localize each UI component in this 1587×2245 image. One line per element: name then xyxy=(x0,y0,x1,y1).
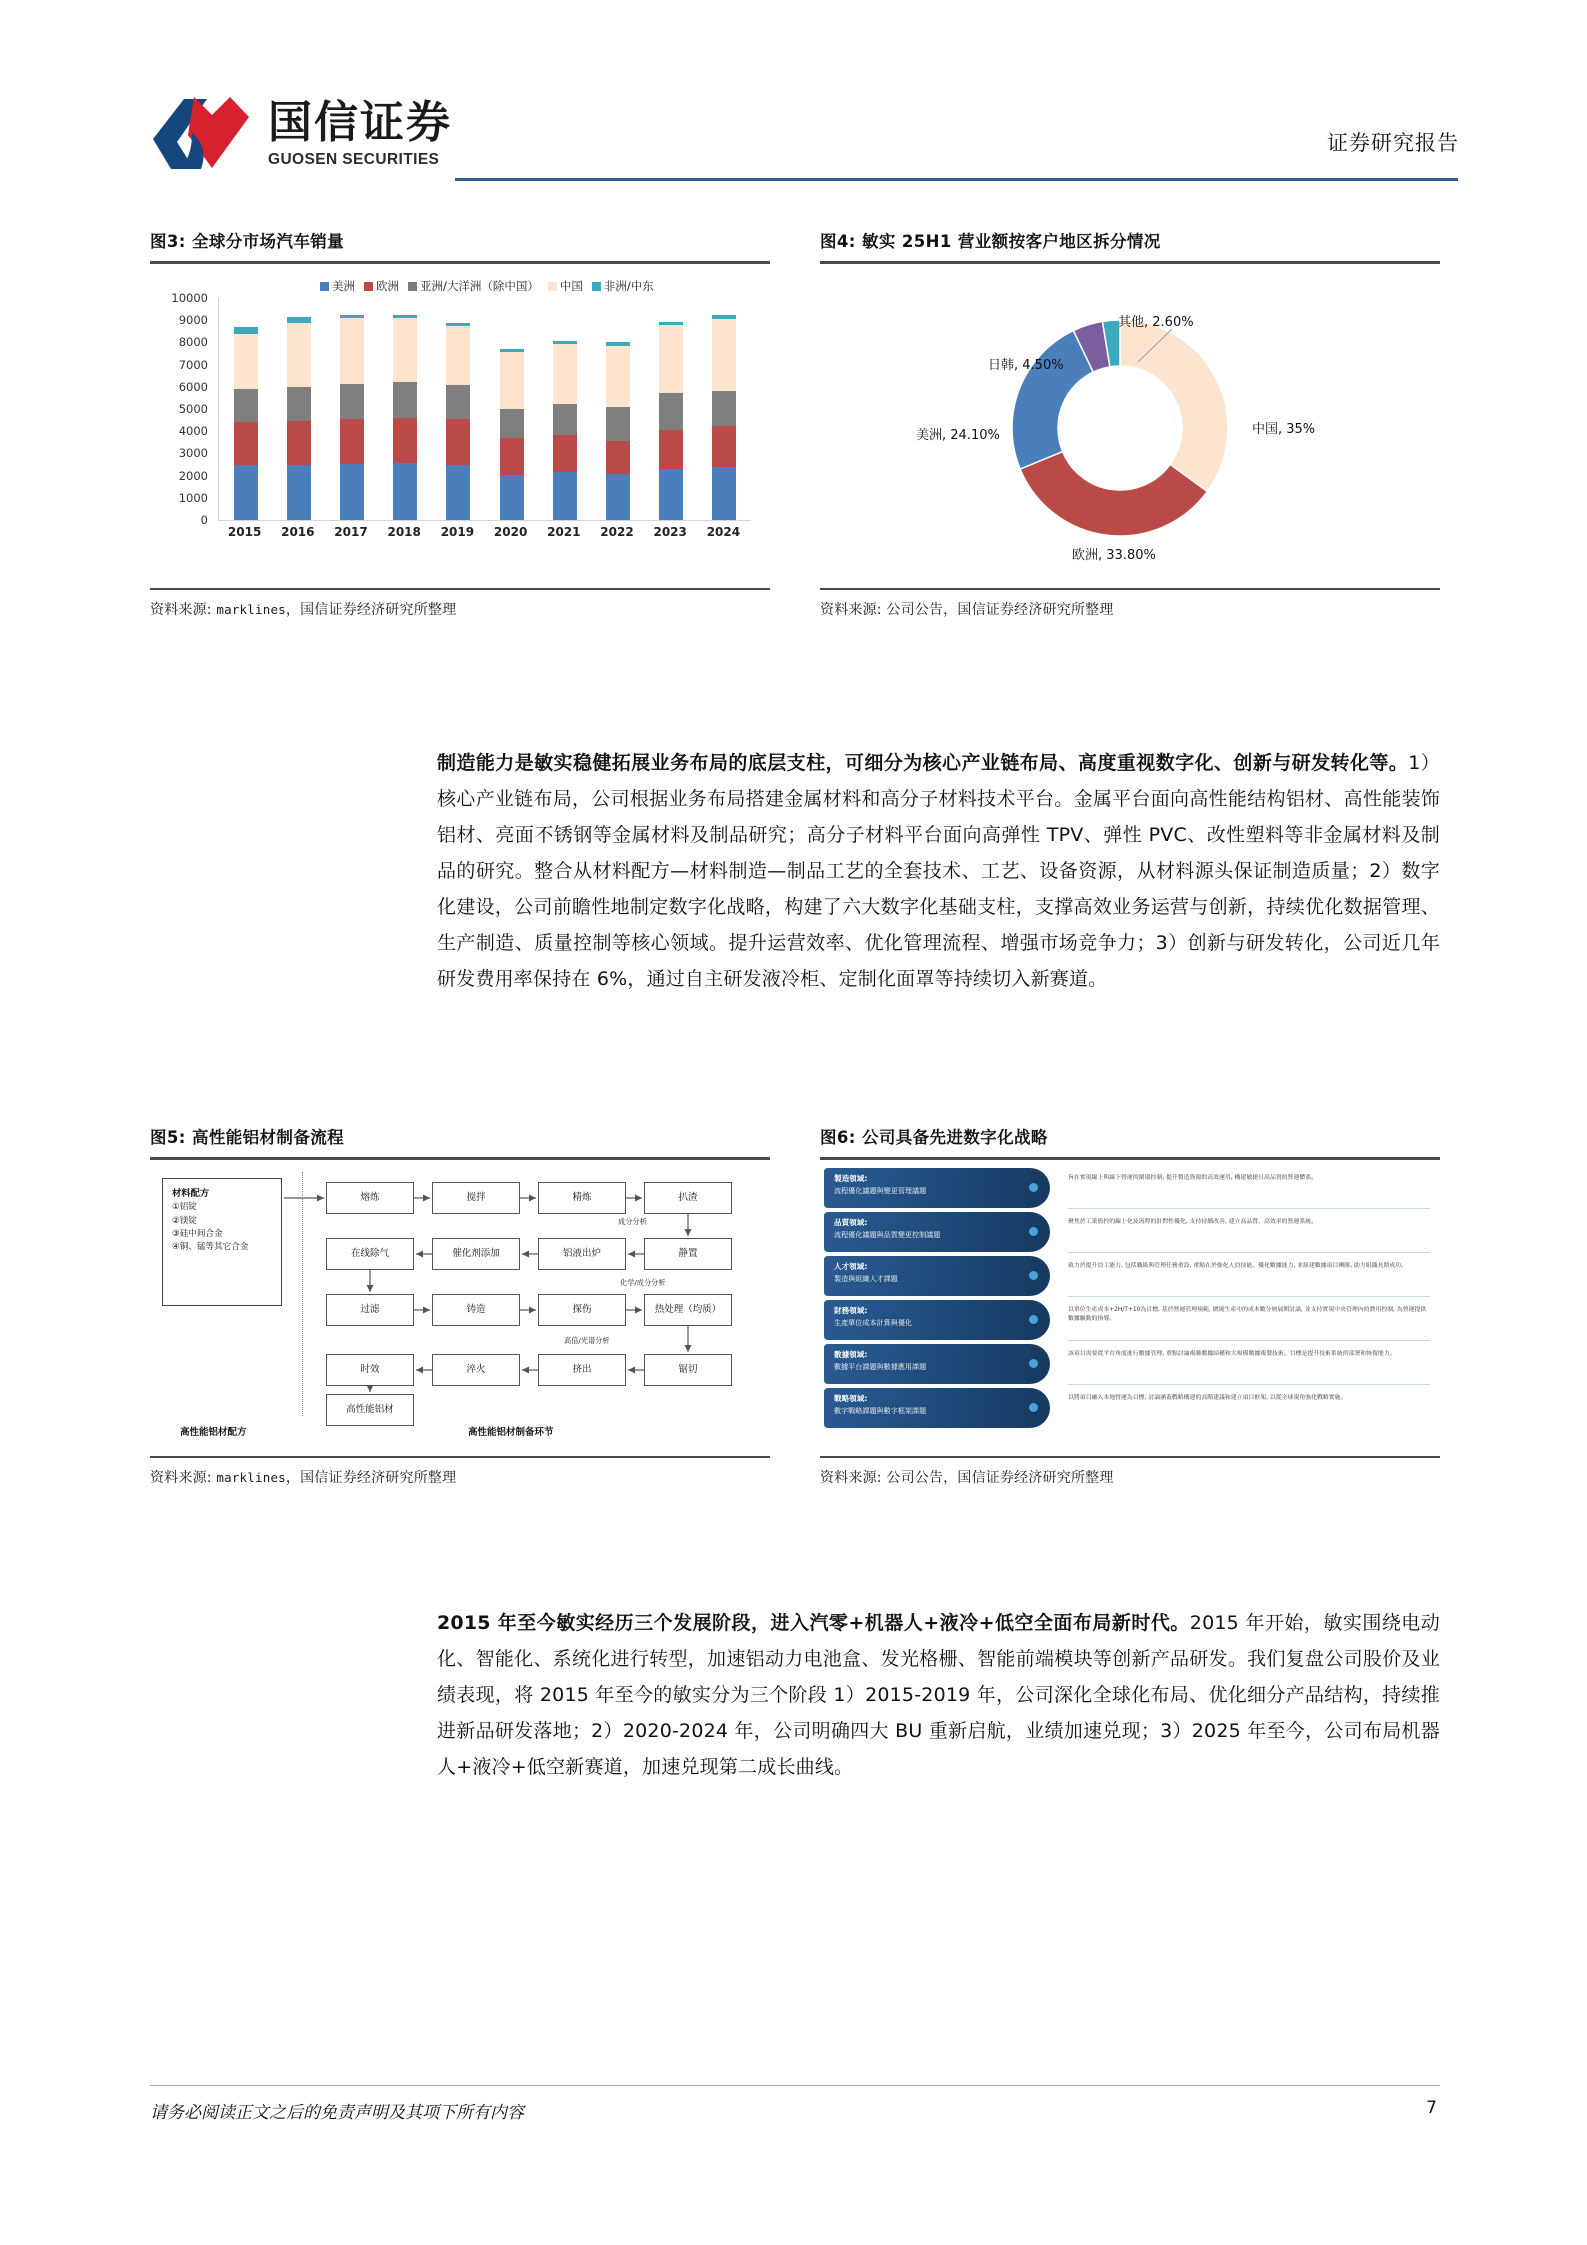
guosen-logo-text xyxy=(268,96,452,168)
pillar-domain-label: 財務領域: xyxy=(834,1306,868,1315)
digital-pillar-row xyxy=(820,1168,1440,1210)
fig3-title-text: 全球分市场汽车销量 xyxy=(191,232,345,251)
bar-segment xyxy=(287,317,311,323)
bar-segment xyxy=(234,465,258,521)
paragraph-2-bold-lead: 2015 年至今敏实经历三个发展阶段，进入汽零+机器人+液冷+低空全面布局新时代。 xyxy=(437,1612,1190,1634)
legend-label: 亚洲/大洋洲（除中国） xyxy=(420,279,539,293)
pillar-separator xyxy=(1068,1208,1430,1209)
donut-slice-label: 欧洲, 33.80% xyxy=(1072,548,1156,563)
recipe-item-4: ④铜、锰等其它合金 xyxy=(172,1242,249,1253)
bar-segment xyxy=(287,323,311,387)
fig3-source-suffix: ，国信证券经济研究所整理 xyxy=(285,602,457,618)
x-axis-tick: 2022 xyxy=(600,525,634,539)
bar-stack xyxy=(446,298,470,520)
x-axis-tick: 2024 xyxy=(706,525,741,539)
pillar-description: 致力於提升員工能力, 包括職級與管理任務重設, 重點在於強化人員技能、優化數據能力, 並組建數據項目團隊, 助力組織長期成功。 xyxy=(1068,1263,1407,1269)
pillar-description: 旨在實現線上與線下營運的閉環控制, 提升製造資源的高效運用, 構建敏捷且高品質的營運體系。 xyxy=(1068,1175,1318,1181)
y-axis-tick: 9000 xyxy=(178,313,208,328)
flow-step-box: 熔炼 xyxy=(326,1182,414,1214)
recipe-item-1: ①铝锭 xyxy=(172,1202,197,1213)
exhibit-fig5 xyxy=(150,1124,770,1487)
flow-step-box: 淬火 xyxy=(432,1354,520,1386)
bar-segment xyxy=(446,419,470,465)
bar-segment xyxy=(606,342,630,346)
y-axis-tick: 10000 xyxy=(171,291,208,305)
fig5-source-name: marklines xyxy=(216,1470,286,1485)
legend-swatch-icon xyxy=(592,282,601,291)
pillar-topic-label: 流程優化議題與品質變更控制議題 xyxy=(834,1230,941,1240)
donut-slice-label: 中国, 35% xyxy=(1252,422,1316,437)
y-axis-tick: 5000 xyxy=(178,402,208,416)
digital-pillar-row xyxy=(820,1212,1440,1254)
bar-stack xyxy=(234,298,258,520)
fig6-source: 资料来源: 公司公告，国信证券经济研究所整理 xyxy=(820,1470,1114,1486)
bar-chart-x-axis xyxy=(218,525,750,547)
flow-note-3: 高倍/光谱分析 xyxy=(564,1336,610,1345)
fig3-source-prefix: 资料来源: xyxy=(150,602,217,618)
bar-stack xyxy=(393,298,417,520)
pillar-separator xyxy=(1068,1296,1430,1297)
bar-segment xyxy=(340,419,364,465)
bar-segment xyxy=(553,435,577,471)
fig5-title-text: 高性能铝材制备流程 xyxy=(191,1128,345,1147)
bar-segment xyxy=(287,387,311,421)
flow-caption-right: 高性能铝材制备环节 xyxy=(468,1427,554,1438)
legend-label: 中国 xyxy=(559,279,583,293)
fig6-number: 图6: xyxy=(820,1128,856,1147)
bar-chart-y-axis xyxy=(150,291,212,527)
pillar-domain-label: 品質領域: xyxy=(834,1218,868,1227)
donut-slice-label: 日韩, 4.50% xyxy=(988,358,1064,373)
bar-segment xyxy=(500,352,524,409)
y-axis-tick: 1000 xyxy=(178,490,208,505)
bar-segment xyxy=(446,326,470,384)
flow-step-box: 扒渣 xyxy=(644,1182,732,1214)
bar-chart-legend xyxy=(320,278,654,294)
fig6-source-rule xyxy=(820,1456,1440,1458)
fig5-source-suffix: ，国信证券经济研究所整理 xyxy=(285,1470,457,1486)
y-axis-tick: 7000 xyxy=(178,357,208,372)
footer-page-number: 7 xyxy=(1426,2098,1437,2118)
paragraph-1-text: 1）核心产业链布局，公司根据业务布局搭建金属材料和高分子材料技术平台。金属平台面向高性能结构铝材、高性能装饰铝材、亮面不锈钢等金属材料及制品研究；高分子材料平台面向高弹性 TPV、弹性 PVC、改性塑料等非金属材料及制品的研究。整合从材料配方—材料制造—制品工艺的全套技术、工艺、设备资源，从材料源头保证制造质量；2）数字化建设，公司前瞻性地制定数字化战略，构建了六大数字化基础支柱，支撑高效业务运营与创新，持续优化数据管理、生产制造、质量控制等核心领域。提升运营效率、优化管理流程、增强市场竞争力；3）创新与研发转化，公司近几年研发费用率保持在 6%，通过自主研发液冷柜、定制化面罩等持续切入新赛道。 xyxy=(437,752,1440,990)
bar-segment xyxy=(659,322,683,325)
flow-step-box: 搅拌 xyxy=(432,1182,520,1214)
bar-segment xyxy=(234,334,258,390)
bar-segment xyxy=(393,318,417,382)
x-axis-tick: 2016 xyxy=(281,525,315,539)
flow-step-box: 铝液出炉 xyxy=(538,1238,626,1270)
flow-step-box: 热处理（均质） xyxy=(644,1294,732,1326)
digital-pillar-pill xyxy=(824,1168,1050,1208)
bar-stack xyxy=(287,298,311,520)
fig4-source: 资料来源: 公司公告，国信证券经济研究所整理 xyxy=(820,602,1114,618)
flow-output-box: 高性能铝材 xyxy=(326,1394,414,1426)
pillar-description: 該項目需要從平台角度進行數據管理, 重點討論複雜數據結構和大規模數據複製技術。目標是提升技術系統的部署和恢復能力。 xyxy=(1068,1351,1396,1357)
aluminium-process-flow-diagram xyxy=(150,1168,770,1448)
digital-pillar-row xyxy=(820,1300,1440,1342)
paragraph-manufacturing xyxy=(437,745,1440,997)
digital-pillar-pill xyxy=(824,1388,1050,1428)
bar-segment xyxy=(712,315,736,319)
exhibit-fig3 xyxy=(150,228,770,619)
pillar-bullet-icon xyxy=(1029,1271,1038,1280)
flow-caption-left: 高性能铝材配方 xyxy=(180,1427,247,1438)
pillar-topic-label: 製造與組織人才課題 xyxy=(834,1274,898,1284)
footer-divider xyxy=(150,2085,1440,2086)
flow-note-1: 成分分析 xyxy=(618,1217,647,1226)
bar-segment xyxy=(659,430,683,470)
fig4-number: 图4: xyxy=(820,232,856,251)
pillar-topic-label: 數據平台課題與數據應用課題 xyxy=(834,1362,927,1372)
bar-segment xyxy=(340,318,364,383)
exhibit-fig6 xyxy=(820,1124,1440,1487)
digital-pillar-pill xyxy=(824,1300,1050,1340)
x-axis-tick: 2021 xyxy=(547,525,581,539)
bar-segment xyxy=(553,344,577,404)
y-axis-tick: 0 xyxy=(200,513,208,527)
bar-segment xyxy=(712,391,736,427)
flow-step-box: 过滤 xyxy=(326,1294,414,1326)
digital-pillar-pill xyxy=(824,1212,1050,1252)
logo-chinese-name: 国信证券 xyxy=(268,96,452,148)
pillar-description: 以單位生產成本+2H/T+10為目標, 基於營運管理規範, 圍繞生產中的成本數分層展開討論, 並支持實現中央管理內的費用控制, 為營運提供數據驅動的指導。 xyxy=(1068,1307,1427,1323)
guosen-logo-mark xyxy=(150,95,254,173)
pillar-domain-label: 人才領域: xyxy=(834,1262,868,1271)
bar-segment xyxy=(553,404,577,436)
flow-step-box: 在线除气 xyxy=(326,1238,414,1270)
bar-segment xyxy=(659,393,683,430)
bar-segment xyxy=(287,421,311,465)
fig3-source-name: marklines xyxy=(216,602,286,617)
flow-step-box: 锯切 xyxy=(644,1354,732,1386)
recipe-item-3: ③硅中间合金 xyxy=(172,1229,223,1240)
digital-pillar-row xyxy=(820,1388,1440,1430)
bar-segment xyxy=(446,465,470,521)
y-axis-tick: 6000 xyxy=(178,379,208,394)
fig3-title xyxy=(150,228,770,252)
flow-step-box: 催化剂添加 xyxy=(432,1238,520,1270)
pillar-topic-label: 流程優化議題與變更管理議題 xyxy=(834,1186,927,1196)
pillar-bullet-icon xyxy=(1029,1403,1038,1412)
flow-step-box: 静置 xyxy=(644,1238,732,1270)
bar-segment xyxy=(659,469,683,520)
paragraph-1-bold-lead: 制造能力是敏实稳健拓展业务布局的底层支柱，可细分为核心产业链布局、高度重视数字化、创新与研发转化等。 xyxy=(437,752,1409,774)
legend-item-4 xyxy=(592,278,654,294)
legend-swatch-icon xyxy=(408,282,417,291)
x-axis-tick: 2015 xyxy=(227,525,262,539)
donut-slice xyxy=(1120,320,1228,491)
bar-segment xyxy=(500,438,524,475)
digital-pillar-row xyxy=(820,1344,1440,1386)
bar-segment xyxy=(393,463,417,520)
x-axis-tick: 2017 xyxy=(334,525,368,539)
pillar-description: 聚焦於工業監控的線上化及流程的針對性優化, 支持持續改善, 建立高品質、高效率的營運系統。 xyxy=(1068,1219,1318,1225)
bar-segment xyxy=(553,472,577,520)
fig4-title xyxy=(820,228,1440,252)
legend-item-0 xyxy=(320,278,355,294)
revenue-by-region-donut-chart xyxy=(820,276,1440,576)
bar-segment xyxy=(393,315,417,318)
legend-label: 欧洲 xyxy=(376,279,399,293)
bar-segment xyxy=(606,407,630,441)
fig6-title xyxy=(820,1124,1440,1148)
recipe-item-2: ②镁锭 xyxy=(172,1215,197,1226)
page-header xyxy=(0,0,1587,190)
bar-chart-plot-area xyxy=(218,298,751,521)
fig4-source-rule xyxy=(820,588,1440,590)
pillar-topic-label: 生產單位成本計算與優化 xyxy=(834,1318,913,1328)
fig5-number: 图5: xyxy=(150,1128,186,1147)
pillar-separator xyxy=(1068,1384,1430,1385)
bar-segment xyxy=(500,475,524,520)
legend-swatch-icon xyxy=(364,282,373,291)
logo-english-name: GUOSEN SECURITIES xyxy=(268,150,440,168)
legend-swatch-icon xyxy=(548,282,557,291)
guosen-logo xyxy=(150,95,452,173)
bar-stack xyxy=(500,298,524,520)
pillar-domain-label: 製造領域: xyxy=(834,1174,868,1183)
bar-segment xyxy=(446,385,470,419)
bar-segment xyxy=(606,441,630,474)
y-axis-tick: 2000 xyxy=(178,468,208,483)
fig5-source-rule xyxy=(150,1456,770,1458)
bar-segment xyxy=(712,426,736,467)
fig4-title-text: 敏实 25H1 营业额按客户地区拆分情况 xyxy=(861,232,1161,251)
legend-item-1 xyxy=(364,278,399,294)
fig3-body xyxy=(150,264,770,588)
bar-segment xyxy=(500,349,524,351)
flow-step-box: 挤出 xyxy=(538,1354,626,1386)
pillar-domain-label: 戰略領域: xyxy=(834,1394,868,1403)
legend-item-2 xyxy=(408,278,539,294)
fig5-title xyxy=(150,1124,770,1148)
flow-step-box: 铸造 xyxy=(432,1294,520,1326)
x-axis-tick: 2019 xyxy=(440,525,475,539)
x-axis-tick: 2020 xyxy=(493,525,528,539)
paragraph-development-stages xyxy=(437,1605,1440,1785)
bar-stack xyxy=(712,298,736,520)
fig5-source xyxy=(150,1467,770,1487)
bar-segment xyxy=(712,467,736,520)
recipe-title: 材料配方 xyxy=(172,1188,210,1199)
pillar-bullet-icon xyxy=(1029,1183,1038,1192)
fig3-source xyxy=(150,599,770,619)
donut-slice-label: 其他, 2.60% xyxy=(1118,315,1194,330)
bar-stack xyxy=(659,298,683,520)
bar-segment xyxy=(446,323,470,327)
bar-segment xyxy=(340,464,364,520)
bar-segment xyxy=(340,315,364,318)
flow-note-2: 化学/成分分析 xyxy=(620,1278,666,1287)
footer-disclaimer: 请务必阅读正文之后的免责声明及其项下所有内容 xyxy=(150,2103,524,2123)
bar-segment xyxy=(340,384,364,419)
fig5-body xyxy=(150,1160,770,1456)
bar-segment xyxy=(500,409,524,438)
bar-stack xyxy=(340,298,364,520)
flow-step-box: 时效 xyxy=(326,1354,414,1386)
digital-pillar-row xyxy=(820,1256,1440,1298)
pillar-bullet-icon xyxy=(1029,1315,1038,1324)
pillar-separator xyxy=(1068,1252,1430,1253)
pillar-domain-label: 數據領域: xyxy=(834,1350,868,1359)
fig3-number: 图3: xyxy=(150,232,186,251)
pillar-bullet-icon xyxy=(1029,1227,1038,1236)
report-type-label: 证券研究报告 xyxy=(1327,131,1459,155)
flow-step-box: 精炼 xyxy=(538,1182,626,1214)
fig6-body xyxy=(820,1160,1440,1456)
bar-segment xyxy=(234,327,258,333)
bar-stack xyxy=(553,298,577,520)
paragraph-2-text: 2015 年开始，敏实围绕电动化、智能化、系统化进行转型，加速铝动力电池盒、发光格栅、智能前端模块等创新产品研发。我们复盘公司股价及业绩表现，将 2015 年至今的敏实分为三个阶段 1）2015-2019 年，公司深化全球化布局、优化细分产品结构，持续推进新品研发落地；2）2020-2024 年，公司明确四大 BU 重新启航，业绩加速兑现；3）2025 年至今，公司布局机器人+液冷+低空新赛道，加速兑现第二成长曲线。 xyxy=(437,1612,1440,1778)
bar-segment xyxy=(659,325,683,393)
legend-swatch-icon xyxy=(320,282,329,291)
exhibit-fig4 xyxy=(820,228,1440,619)
bar-stack xyxy=(606,298,630,520)
global-auto-sales-bar-chart xyxy=(150,276,770,576)
fig4-body xyxy=(820,264,1440,588)
bar-segment xyxy=(393,418,417,463)
flow-step-box: 探伤 xyxy=(538,1294,626,1326)
digital-pillar-pill xyxy=(824,1344,1050,1384)
bar-segment xyxy=(234,422,258,464)
pillar-separator xyxy=(1068,1340,1430,1341)
bar-segment xyxy=(553,341,577,344)
bar-segment xyxy=(287,465,311,521)
digital-pillar-pill xyxy=(824,1256,1050,1296)
bar-segment xyxy=(606,346,630,407)
pillar-bullet-icon xyxy=(1029,1359,1038,1368)
y-axis-tick: 8000 xyxy=(178,335,208,350)
donut-slice xyxy=(1012,331,1093,469)
fig6-title-text: 公司具备先进数字化战略 xyxy=(861,1128,1048,1147)
x-axis-tick: 2018 xyxy=(387,525,421,539)
legend-item-3 xyxy=(548,278,583,294)
fig5-source-prefix: 资料来源: xyxy=(150,1470,217,1486)
y-axis-tick: 3000 xyxy=(178,446,208,461)
flow-divider xyxy=(302,1172,303,1416)
legend-label: 美洲 xyxy=(332,279,355,293)
bar-segment xyxy=(234,389,258,422)
legend-label: 非洲/中东 xyxy=(603,279,654,293)
bar-segment xyxy=(712,319,736,391)
digital-strategy-diagram xyxy=(820,1168,1440,1448)
x-axis-tick: 2023 xyxy=(653,525,687,539)
material-recipe-box xyxy=(162,1178,282,1306)
y-axis-tick: 4000 xyxy=(178,424,208,439)
bar-segment xyxy=(393,382,417,418)
fig3-source-rule xyxy=(150,588,770,590)
pillar-description: 以將項目融入本地營運為目標, 討論涵蓋戰略構建的高階建議和建立項目框架, 以從全球視角強化戰略實施。 xyxy=(1068,1395,1347,1401)
header-divider xyxy=(455,178,1458,181)
donut-slice-label: 美洲, 24.10% xyxy=(916,428,1000,443)
bar-segment xyxy=(606,474,630,520)
pillar-topic-label: 數字戰略課題與數字框架課題 xyxy=(834,1406,927,1416)
